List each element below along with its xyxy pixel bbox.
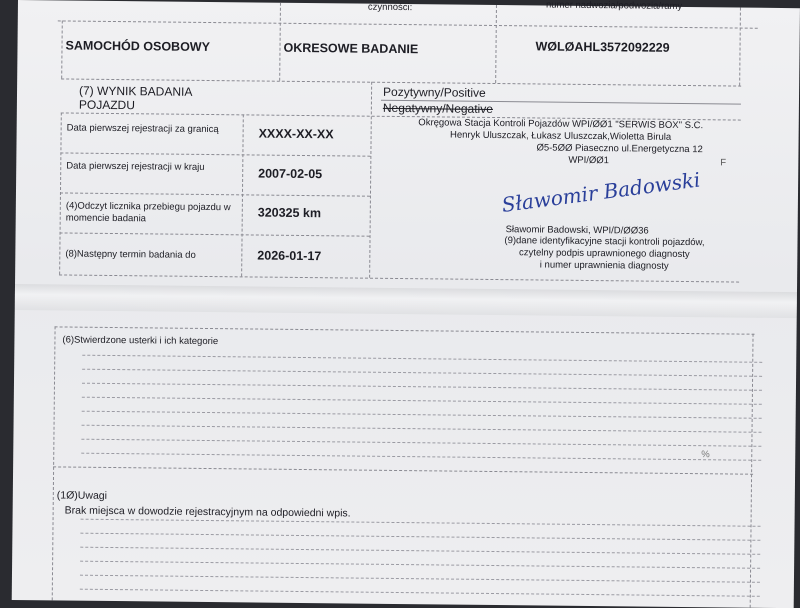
ruled-line — [82, 355, 762, 363]
partial-label-right: numer nadwozia/podwozia/ramy — [545, 0, 683, 12]
diagnostician-caption-line2: czytelny podpis uprawnionego diagnosty — [519, 247, 690, 261]
ruled-line — [82, 383, 762, 391]
ruled-line — [82, 411, 762, 419]
field-label-foreign-registration: Data pierwszej rejestracji za granicą — [66, 122, 219, 136]
divider — [55, 326, 755, 334]
field-value-domestic-registration: 2007-02-05 — [258, 166, 323, 182]
field-value-odometer: 320325 km — [257, 205, 322, 221]
diagnostician-caption-line3: i numer uprawnienia diagnosty — [539, 259, 669, 272]
diagnostician-name-id: Sławomir Badowski, WPI/D/ØØ36 — [505, 224, 649, 237]
ruled-line — [82, 425, 762, 433]
divider — [52, 326, 56, 600]
ruled-line — [80, 561, 760, 569]
corner-mark: F — [720, 157, 727, 169]
inspection-certificate-page — [12, 0, 800, 608]
field-value-foreign-registration: XXXX-XX-XX — [258, 126, 334, 142]
inspection-type: OKRESOWE BADANIE — [283, 40, 419, 57]
divider — [60, 192, 370, 196]
vehicle-type: SAMOCHÓD OSOBOWY — [65, 38, 211, 55]
ruled-line — [81, 453, 761, 461]
field-label-domestic-registration: Data pierwszej rejestracji w kraju — [66, 160, 205, 173]
divider — [279, 3, 281, 81]
result-positive: Pozytywny/Positive — [382, 84, 486, 100]
partial-label: czynności: — [367, 1, 413, 14]
ruled-line — [82, 397, 762, 405]
defects-label: (6)Stwierdzone usterki i ich kategorie — [62, 334, 219, 348]
ruled-line — [80, 589, 760, 597]
station-stamp-line1: Okręgowa Stacja Kontroli Pojazdów WPI/ØØ1 "SERWIS BOX" S.C. — [418, 117, 704, 132]
diagnostician-caption-line1: (9)dane identyfikacyjne stacji kontroli pojazdów, — [504, 235, 705, 249]
remarks-label: (1Ø)Uwagi — [56, 489, 108, 502]
station-stamp-line4: WPI/ØØ1 — [568, 154, 610, 167]
divider — [58, 20, 758, 28]
divider — [369, 82, 372, 278]
result-negative-struck: Negatywny/Negative — [382, 100, 494, 116]
ruled-line — [81, 439, 761, 447]
divider — [60, 152, 370, 156]
diagnostician-signature: Sławomir Badowski — [500, 167, 702, 217]
divider — [59, 274, 739, 282]
ruled-line — [80, 533, 760, 541]
divider — [60, 232, 370, 236]
divider — [495, 5, 497, 83]
ruled-line — [82, 369, 762, 377]
field-value-next-inspection: 2026-01-17 — [257, 248, 322, 264]
defects-mark: % — [701, 449, 710, 461]
result-label: (7) WYNIK BADANIA POJAZDU — [78, 83, 192, 113]
station-stamp-line3: Ø5-5ØØ Piaseczno ul.Energetyczna 12 — [536, 142, 703, 156]
ruled-line — [80, 575, 760, 583]
remarks-text: Brak miejsca w dowodzie rejestracyjnym na odpowiedni wpis. — [64, 504, 351, 520]
station-stamp-line2: Henryk Uluszczak, Łukasz Uluszczak,Wioletta Birula — [449, 129, 672, 143]
divider — [53, 466, 753, 474]
ruled-line — [80, 547, 760, 555]
vin-number: WØLØAHL3572092229 — [535, 39, 670, 55]
field-label-next-inspection: (8)Następny termin badania do — [65, 248, 196, 261]
field-label-odometer: (4)Odczyt licznika przebiegu pojazdu w momencie badania — [65, 200, 231, 225]
ruled-line — [81, 519, 761, 527]
paper-fold — [15, 284, 797, 318]
divider — [61, 20, 63, 78]
divider — [739, 8, 741, 86]
